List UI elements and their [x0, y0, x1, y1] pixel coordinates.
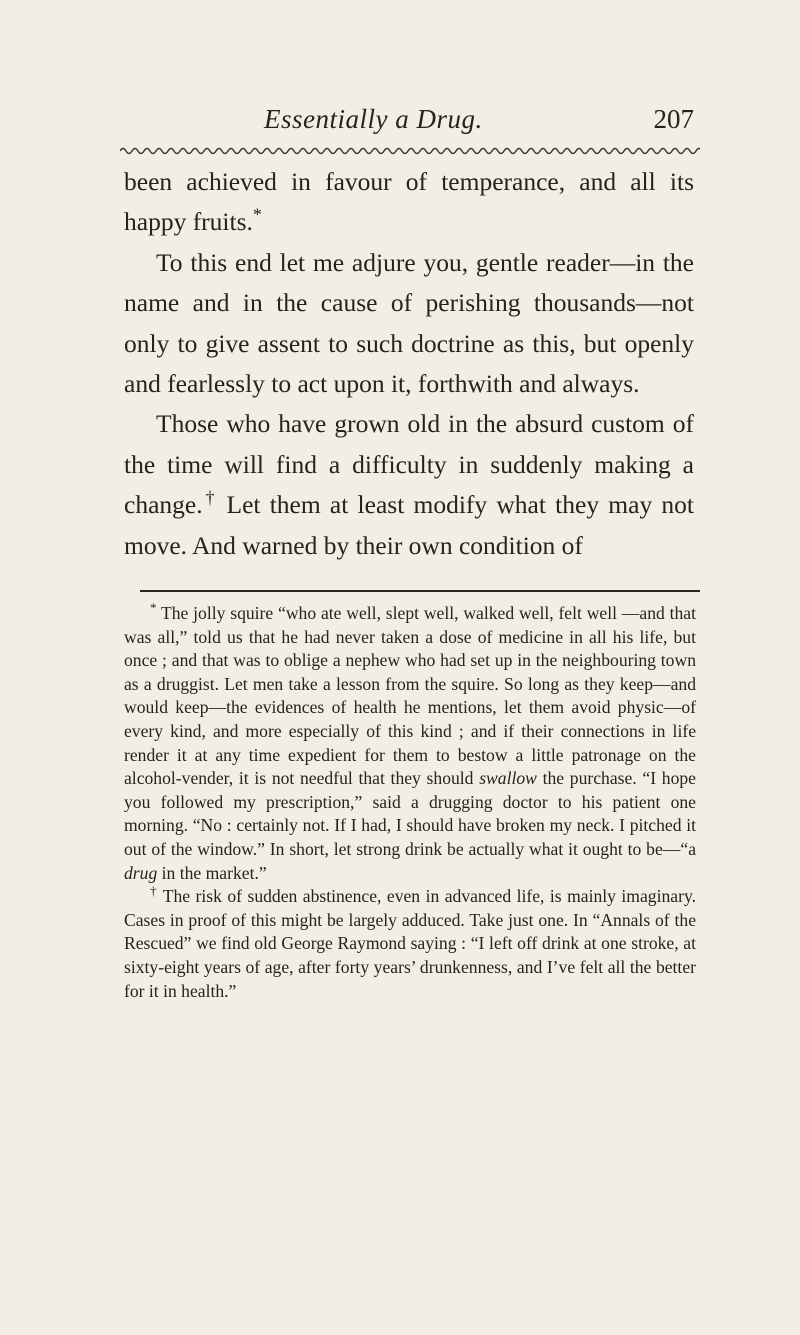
footnote-2-mark: †: [150, 883, 158, 899]
paragraph-3-text-b: Let them at least modify what they may not move. And warned by their own condition of: [124, 490, 695, 560]
paragraph-3-text-a: Those who have grown old in the absurd custom of the time will find a difficulty in suddenly making a change.: [124, 409, 694, 520]
footnote-1-text-b: the purchase. “I hope you followed my prescription,” said a drugging doctor to his patient one morning. “No : certainly not. If I had, I should have broken my neck. I pitched it out of the window.” In short, let strong drink be actually what it ought to be—“a: [124, 768, 696, 859]
paragraph-3: [124, 404, 694, 566]
footnote-ref-asterisk: *: [252, 204, 262, 225]
footnote-2: [124, 885, 696, 1003]
page-header: [124, 104, 694, 140]
footnote-ref-dagger: †: [202, 487, 218, 508]
main-text: [124, 162, 694, 566]
page-number: 207: [653, 104, 694, 134]
footnote-1-text-c: in the market.”: [157, 862, 267, 883]
footnote-1-italic-drug: drug: [124, 862, 158, 883]
running-title: Essentially a Drug.: [264, 104, 483, 134]
footnotes: [124, 602, 696, 1003]
footnote-2-text: The risk of sudden abstinence, even in advanced life, is mainly imaginary. Cases in proof of this might be largely adduced. Take just one. In “Annals of the Rescued” we find old George Raymond saying : “I left off drink at one stroke, at sixty-eight years of age, after forty years’ drunkenness, and I’ve felt all the better for it in health.”: [124, 886, 696, 1001]
decorative-wavy-rule: [120, 144, 700, 158]
footnote-1-text-a: The jolly squire “who ate well, slept well, walked well, felt well —and that was all,” told us that he had never taken a dose of medicine in all his life, but once ; and that was to oblige a nephew who had set up in the neighbouring town as a druggist. Let men take a lesson from the squire. So long as they keep—and would keep—the evidences of health he mentions, let them avoid physic—of every kind, and more especially of this kind ; and if their connections in life render it at any time expedient for them to bestow a little patronage on the alcohol-vender, it is not needful that they should: [124, 603, 696, 789]
paragraph-1-text: been achieved in favour of temperance, and all its happy fruits.: [124, 167, 694, 237]
footnote-1-italic-swallow: swallow: [479, 768, 537, 789]
paragraph-2-text: To this end let me adjure you, gentle reader—in the name and in the cause of perishing thousands—not only to give assent to such doctrine as this, but openly and fearlessly to act upon it, forthwith and always.: [124, 247, 694, 399]
paragraph-2: [124, 243, 694, 405]
footnote-1-mark: *: [150, 600, 157, 616]
footnote-1: [124, 602, 696, 885]
footnote-separator: [140, 590, 700, 592]
paragraph-1: [124, 162, 694, 243]
